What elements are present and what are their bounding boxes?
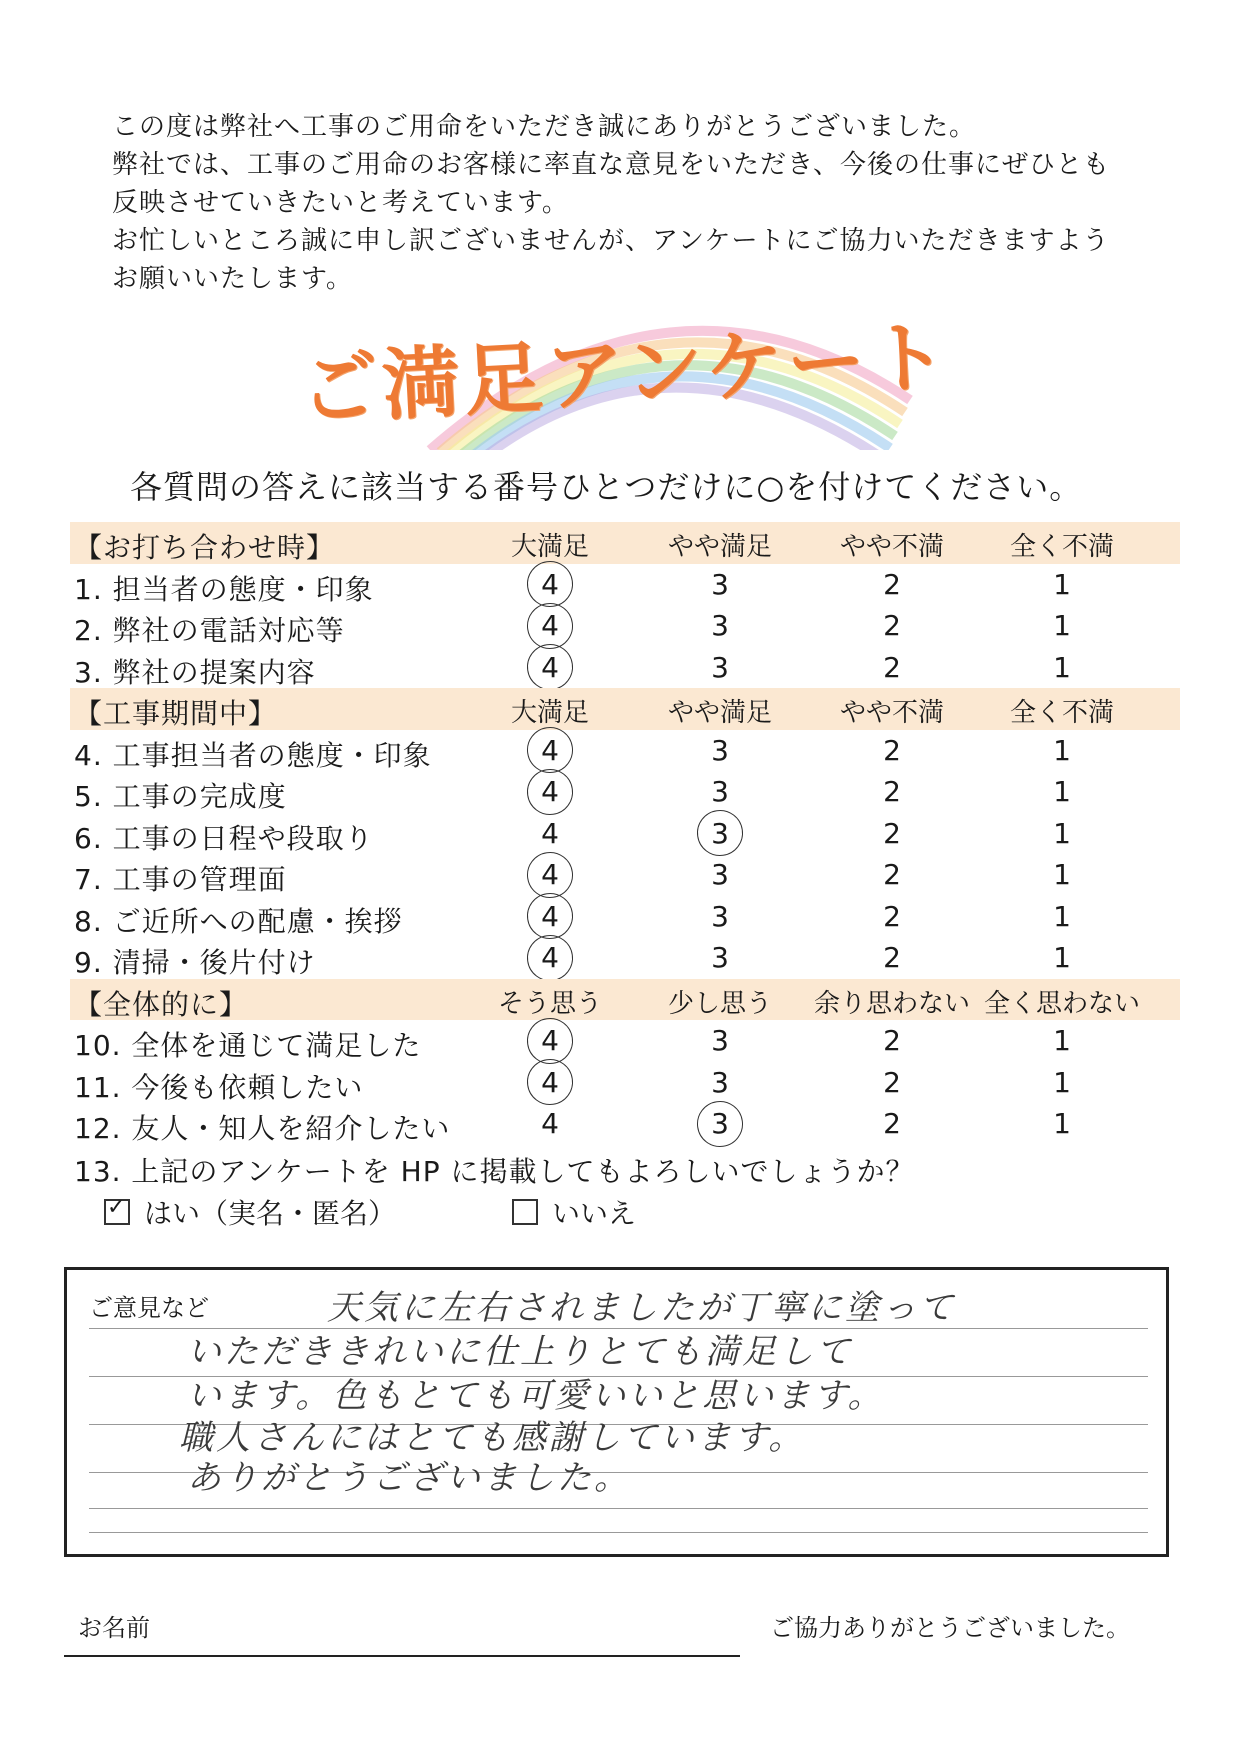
column-header: 全く不満 (1009, 698, 1115, 728)
score-option[interactable]: 1 (1053, 1024, 1071, 1057)
question-label: 4. 工事担当者の態度・印象 (74, 738, 432, 772)
column-header: 少し思う (667, 988, 773, 1019)
score-option[interactable]: 2 (883, 816, 901, 850)
score-option[interactable]: 3 (700, 1107, 740, 1140)
column-header: 全く不満 (1009, 532, 1115, 562)
question-row (70, 854, 1180, 896)
name-field[interactable] (64, 1655, 740, 1657)
score-option[interactable]: 3 (711, 1024, 729, 1057)
intro-line: 弊社では、工事のご用命のお客様に率直な意見をいただき、今後の仕事にぜひとも (112, 150, 1110, 180)
survey-title (300, 280, 960, 450)
column-header: やや満足 (667, 698, 773, 728)
score-option[interactable]: 1 (1053, 941, 1071, 974)
score-option[interactable]: 4 (541, 1107, 559, 1140)
score-option[interactable]: 3 (711, 941, 729, 974)
score-option[interactable]: 4 (530, 858, 570, 891)
score-option[interactable]: 2 (883, 650, 901, 684)
score-option[interactable]: 2 (883, 1107, 901, 1140)
comment-line: ありがとうございました。 (187, 1458, 631, 1498)
question-label: 3. 弊社の提案内容 (74, 655, 316, 689)
question-label: 9. 清掃・後片付け (74, 946, 316, 979)
comments-box (64, 1267, 1169, 1557)
no-option[interactable] (512, 1192, 636, 1232)
score-option[interactable]: 1 (1053, 775, 1071, 808)
yes-label: はい（実名・匿名） (144, 1197, 397, 1230)
score-option[interactable]: 4 (530, 1066, 570, 1099)
score-option[interactable]: 3 (700, 817, 740, 850)
question-label: 6. 工事の日程や段取り (74, 821, 374, 855)
score-option[interactable]: 3 (711, 899, 729, 933)
score-option[interactable]: 3 (711, 733, 729, 767)
column-header: 余り思わない (813, 988, 971, 1019)
score-option[interactable]: 3 (711, 567, 729, 601)
score-option[interactable]: 2 (883, 775, 901, 808)
question-label: 10. 全体を通じて満足した (74, 1029, 422, 1062)
intro-line: お願いいたします。 (112, 264, 353, 294)
column-header: やや満足 (667, 532, 773, 562)
survey-table (70, 522, 1180, 1145)
column-header: やや不満 (839, 532, 945, 562)
score-option[interactable]: 4 (530, 775, 570, 808)
question-label: 7. 工事の管理面 (74, 863, 287, 896)
section-header (70, 522, 1180, 564)
question-row (70, 771, 1180, 813)
question-label: 5. 工事の完成度 (74, 780, 287, 813)
question-row (70, 937, 1180, 979)
intro-line: この度は弊社へ工事のご用命をいただき誠にありがとうございました。 (112, 112, 977, 142)
score-option[interactable]: 1 (1053, 650, 1071, 684)
column-header: 全く思わない (983, 988, 1141, 1019)
column-header: 大満足 (510, 532, 590, 562)
intro-line: 反映させていきたいと考えています。 (112, 188, 569, 218)
section-header (70, 979, 1180, 1021)
section-label: 【お打ち合わせ時】 (74, 531, 336, 564)
comment-line: 天気に左右されましたが丁寧に塗って (327, 1288, 956, 1328)
score-option[interactable]: 1 (1053, 609, 1071, 642)
section-label: 【工事期間中】 (74, 697, 278, 730)
score-option[interactable]: 2 (883, 1024, 901, 1057)
no-checkbox[interactable] (512, 1199, 538, 1225)
score-option[interactable]: 3 (711, 1065, 729, 1099)
score-option[interactable]: 1 (1053, 1065, 1071, 1099)
question-label: 12. 友人・知人を紹介したい (74, 1112, 451, 1145)
score-option[interactable]: 4 (530, 651, 570, 684)
comment-line: います。色もとても可愛いいと思います。 (187, 1376, 885, 1416)
title-text: ご満足アンケート (298, 311, 954, 436)
intro-line: お忙しいところ誠に申し訳ございませんが、アンケートにご協力いただきますよう (112, 226, 1110, 256)
score-option[interactable]: 1 (1053, 858, 1071, 891)
score-option[interactable]: 4 (530, 609, 570, 642)
column-header: そう思う (497, 988, 603, 1019)
score-option[interactable]: 2 (883, 609, 901, 642)
score-option[interactable]: 3 (711, 609, 729, 642)
thanks-text: ご協力ありがとうございました。 (770, 1614, 1130, 1642)
question-label: 1. 担当者の態度・印象 (74, 572, 374, 606)
question-label: 11. 今後も依頼したい (74, 1070, 364, 1104)
question-label: 8. ご近所への配慮・挨拶 (74, 904, 403, 938)
score-option[interactable]: 4 (530, 568, 570, 601)
score-option[interactable]: 2 (883, 1065, 901, 1099)
score-option[interactable]: 4 (541, 816, 559, 850)
question-row (70, 1103, 1180, 1145)
score-option[interactable]: 1 (1053, 733, 1071, 767)
yes-checkbox[interactable] (104, 1199, 130, 1225)
score-option[interactable]: 4 (530, 734, 570, 767)
name-label: お名前 (78, 1614, 150, 1642)
score-option[interactable]: 3 (711, 858, 729, 891)
section-label: 【全体的に】 (74, 987, 249, 1021)
ruled-line (89, 1532, 1148, 1533)
question-row (70, 605, 1180, 647)
score-option[interactable]: 2 (883, 733, 901, 767)
score-option[interactable]: 2 (883, 899, 901, 933)
score-option[interactable]: 1 (1053, 1107, 1071, 1140)
score-option[interactable]: 4 (530, 941, 570, 974)
section-header (70, 688, 1180, 730)
intro-text (112, 108, 1132, 298)
question-row (70, 647, 1180, 689)
question-13: 13. 上記のアンケートを HP に掲載してもよろしいでしょうか？ (74, 1155, 915, 1188)
question-row (70, 1020, 1180, 1062)
score-option[interactable]: 1 (1053, 567, 1071, 601)
score-option[interactable]: 4 (530, 1024, 570, 1057)
handwritten-comment (179, 1280, 1147, 1506)
question-row (70, 564, 1180, 606)
comment-line: 職人さんにはとても感謝しています。 (179, 1418, 806, 1458)
question-row (70, 896, 1180, 938)
column-header: やや不満 (839, 698, 945, 728)
question-label: 2. 弊社の電話対応等 (74, 614, 345, 647)
score-option[interactable]: 3 (711, 650, 729, 684)
score-option[interactable]: 2 (883, 567, 901, 601)
question-row (70, 730, 1180, 772)
column-header: 大満足 (510, 698, 590, 728)
no-label: いいえ (552, 1197, 637, 1230)
question-row (70, 1062, 1180, 1104)
comment-line: いただききれいに仕上りとても満足して (187, 1332, 853, 1372)
score-option[interactable]: 1 (1053, 899, 1071, 933)
instruction-text: 各質問の答えに該当する番号ひとつだけに○を付けてください。 (130, 468, 1083, 506)
score-option[interactable]: 3 (711, 775, 729, 808)
score-option[interactable]: 2 (883, 858, 901, 891)
score-option[interactable]: 2 (883, 941, 901, 974)
ruled-line (89, 1508, 1148, 1509)
yes-option[interactable] (104, 1192, 396, 1232)
score-option[interactable]: 4 (530, 900, 570, 933)
score-option[interactable]: 1 (1053, 816, 1071, 850)
comments-label: ご意見など (89, 1294, 209, 1322)
question-row (70, 813, 1180, 855)
